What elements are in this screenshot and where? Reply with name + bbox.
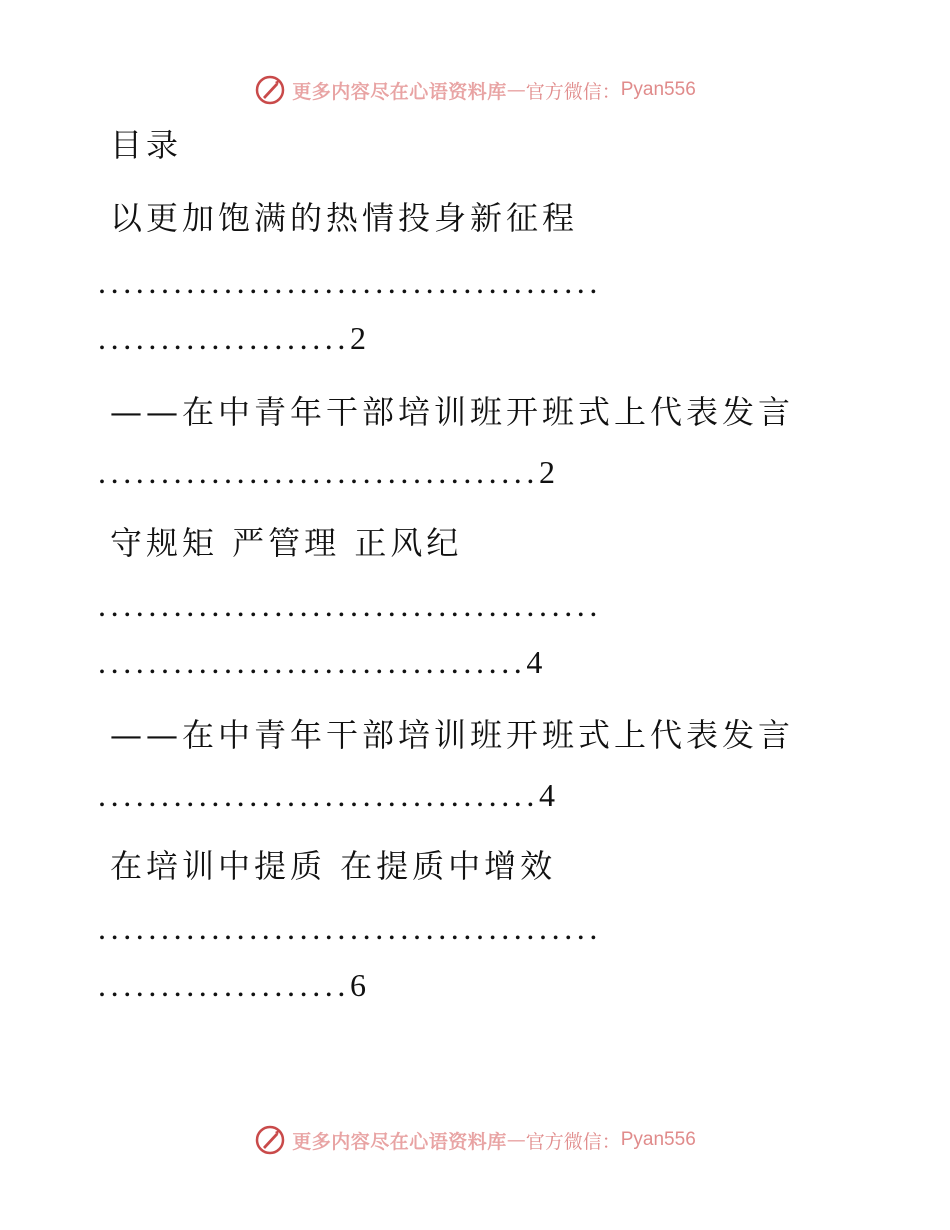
toc-page-number: 4: [539, 777, 555, 813]
toc-leader: ........................................: [98, 587, 602, 623]
toc-entry-heading: ——在中青年干部培训班开班式上代表发言: [110, 393, 795, 431]
toc-entry-heading: ——在中青年干部培训班开班式上代表发言: [110, 716, 795, 754]
toc-entry-heading: 以更加饱满的热情投身新征程: [110, 199, 579, 237]
toc-leader-page: ...................................2: [98, 454, 555, 490]
toc-entry-heading: 守规矩 严管理 正风纪: [110, 524, 463, 562]
toc-title: 目录: [110, 126, 183, 164]
banner-separator: —: [506, 1129, 526, 1151]
toc-page-number: 6: [350, 967, 366, 1003]
toc-page-number: 2: [539, 454, 555, 490]
toc-leader-page: ....................2: [98, 320, 366, 356]
banner-wechat-label: 官方微信：: [525, 80, 621, 103]
toc-leader: ........................................: [98, 264, 602, 300]
banner-wechat-id: Pyan556: [620, 79, 696, 100]
toc-page-number: 4: [526, 644, 543, 680]
footer-banner: [0, 1120, 950, 1160]
banner-separator: —: [506, 79, 526, 101]
banner-text: 更多内容尽在心语资料库: [292, 1130, 507, 1153]
quill-logo-icon: [254, 74, 286, 106]
toc-leader-page: ....................6: [98, 967, 366, 1003]
toc-leader-page: ..................................4: [98, 644, 543, 680]
header-banner: [0, 70, 950, 110]
banner-wechat-id: Pyan556: [620, 1129, 696, 1150]
toc-entry-heading: 在培训中提质 在提质中增效: [110, 847, 557, 885]
banner-wechat-label: 官方微信：: [525, 1130, 621, 1153]
banner-text: 更多内容尽在心语资料库: [292, 80, 507, 103]
toc-page-number: 2: [350, 320, 366, 356]
toc-leader: ........................................: [98, 910, 602, 946]
toc-leader-page: ...................................4: [98, 777, 555, 813]
quill-logo-icon: [254, 1124, 286, 1156]
